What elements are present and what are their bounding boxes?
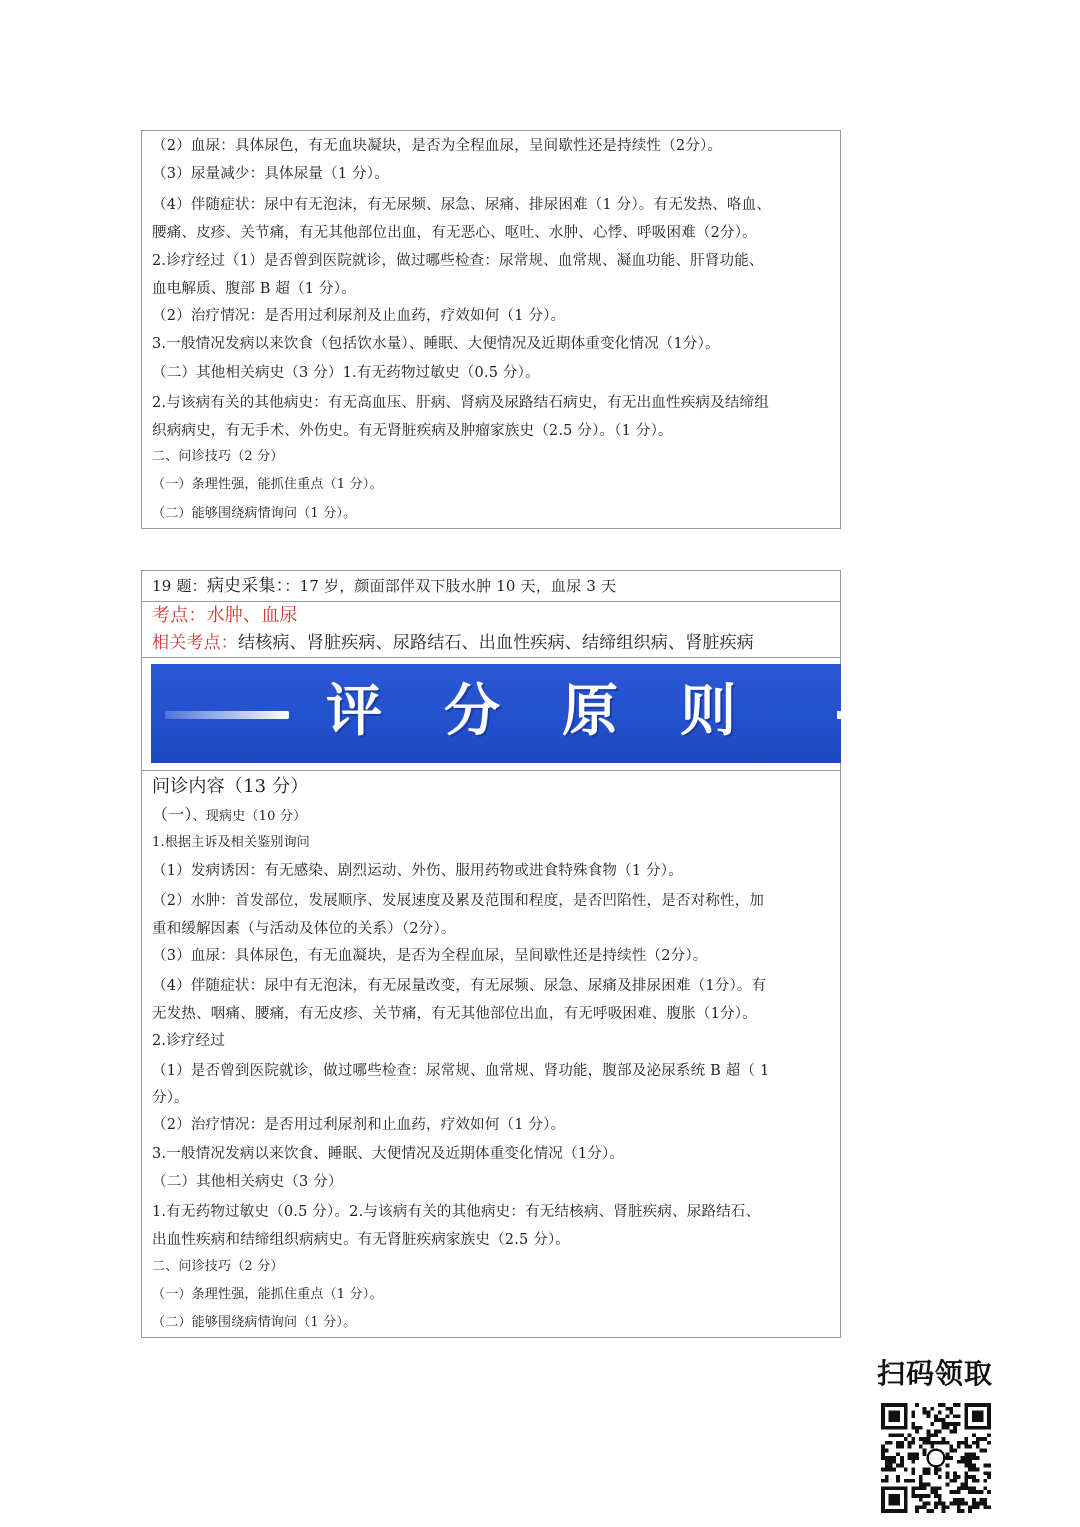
related-label: 相关考点： bbox=[152, 633, 238, 653]
scoring-banner bbox=[151, 664, 841, 763]
question-number: 19 题： bbox=[152, 577, 207, 595]
text-line: （二）能够围绕病情询问（1 分）。 bbox=[152, 1315, 357, 1330]
text-line: （2）治疗情况：是否用过利尿剂和止血药，疗效如何（1 分）。 bbox=[152, 1117, 566, 1133]
kaodian-row bbox=[142, 601, 840, 658]
text-line: 1.有无药物过敏史（0.5 分）。2.与该病有关的其他病史：有无结核病、肾脏疾病、尿路结石、 bbox=[152, 1204, 761, 1220]
text-line: （一）条理性强，能抓住重点（1 分）。 bbox=[152, 1287, 383, 1302]
qr-code-icon[interactable] bbox=[881, 1403, 991, 1513]
banner-title: 评分原则 bbox=[326, 679, 798, 744]
text-line: （二）其他相关病史（3 分） bbox=[152, 1174, 343, 1190]
banner-dash-right bbox=[837, 711, 841, 719]
text-line: （4）伴随症状：尿中有无泡沫，有无尿频、尿急、尿痛、排尿困难（1 分）。有无发热、咯血、 bbox=[152, 197, 772, 213]
text-line: （3）尿量减少：具体尿量（1 分）。 bbox=[152, 166, 389, 182]
text-line: （2）治疗情况：是否用过利尿剂及止血药，疗效如何（1 分）。 bbox=[152, 308, 566, 324]
text-line: 3.一般情况发病以来饮食（包括饮水量）、睡眠、大便情况及近期体重变化情况（1分）。 bbox=[152, 336, 720, 352]
text-line: 2.诊疗经过 bbox=[152, 1033, 226, 1049]
text-line: （3）血尿：具体尿色，有无血凝块，是否为全程血尿，呈间歇性还是持续性（2分）。 bbox=[152, 948, 708, 964]
kaodian bbox=[152, 604, 834, 628]
text-line: （2）血尿：具体尿色，有无血块凝块，是否为全程血尿，呈间歇性还是持续性（2分）。 bbox=[152, 138, 723, 154]
text-line: 2.与该病有关的其他病史：有无高血压、肝病、肾病及尿路结石病史，有无出血性疾病及结缔组 bbox=[152, 395, 769, 411]
question-type: 病史采集： bbox=[206, 576, 285, 596]
scan-to-get-title: 扫码领取 bbox=[877, 1357, 994, 1390]
text-line: （4）伴随症状：尿中有无泡沫，有无尿量改变，有无尿频、尿急、尿痛及排尿困难（1分）。有 bbox=[152, 978, 767, 994]
text-line: 3.一般情况发病以来饮食、睡眠、大便情况及近期体重变化情况（1分）。 bbox=[152, 1146, 625, 1162]
question-title bbox=[152, 576, 834, 596]
text-line: 2.诊疗经过（1）是否曾到医院就诊，做过哪些检查：尿常规、血常规、凝血功能、肝肾功能、 bbox=[152, 253, 764, 269]
text-line: 二、问诊技巧（2 分） bbox=[152, 449, 284, 464]
text-line: 1.根据主诉及相关鉴别询问 bbox=[152, 835, 311, 850]
kaodian-label: 考点： bbox=[152, 605, 207, 626]
text-line: 腰痛、皮疹、关节痛，有无其他部位出血，有无恶心、呕吐、水肿、心悸、呼吸困难（2分）。 bbox=[152, 225, 757, 241]
text-line: （2）水肿：首发部位，发展顺序、发展速度及累及范围和程度，是否凹陷性，是否对称性，加 bbox=[152, 893, 765, 909]
answer-box-previous bbox=[141, 130, 841, 529]
text-line: 织病病史，有无手术、外伤史。有无肾脏疾病及肿瘤家族史（2.5 分）。（1 分）。 bbox=[152, 423, 673, 439]
related-value: 结核病、肾脏疾病、尿路结石、出血性疾病、结缔组织病、肾脏疾病 bbox=[238, 633, 754, 653]
subsection-title-b: 、现病史（10 分） bbox=[192, 809, 307, 824]
text-line: 二、问诊技巧（2 分） bbox=[152, 1259, 284, 1274]
qr-finder bbox=[881, 1403, 908, 1430]
text-line: （1）是否曾到医院就诊，做过哪些检查：尿常规、血常规、肾功能，腹部及泌尿系统 B 超（ 1 bbox=[152, 1063, 770, 1079]
qr-center-logo bbox=[928, 1450, 945, 1467]
qr-finder bbox=[881, 1486, 908, 1513]
text-line: 分）。 bbox=[152, 1090, 189, 1106]
question-header bbox=[142, 571, 840, 602]
question-box-19 bbox=[141, 570, 841, 1338]
text-line: 重和缓解因素（与活动及体位的关系）（2分）。 bbox=[152, 921, 456, 937]
subsection-title-a: （一） bbox=[152, 805, 193, 824]
text-line: 血电解质、腹部 B 超（1 分）。 bbox=[152, 281, 356, 297]
related-kaodian bbox=[152, 631, 834, 655]
question-text: ：17 岁，颜面部伴双下肢水肿 10 天，血尿 3 天 bbox=[284, 577, 617, 595]
text-line: （1）发病诱因：有无感染、剧烈运动、外伤、服用药物或进食特殊食物（1 分）。 bbox=[152, 863, 683, 879]
qr-finder bbox=[964, 1403, 991, 1430]
text-line: （二）能够围绕病情询问（1 分）。 bbox=[152, 506, 357, 521]
kaodian-value: 水肿、血尿 bbox=[206, 605, 298, 626]
text-line: （一）条理性强，能抓住重点（1 分）。 bbox=[152, 477, 383, 492]
text-line: 无发热、咽痛、腰痛，有无皮疹、关节痛，有无其他部位出血，有无呼吸困难、腹胀（1分）。 bbox=[152, 1006, 757, 1022]
section-title: 问诊内容（13 分） bbox=[152, 776, 309, 797]
text-line: （二）其他相关病史（3 分）1.有无药物过敏史（0.5 分）。 bbox=[152, 365, 540, 381]
divider bbox=[142, 770, 840, 771]
subsection-title bbox=[152, 805, 834, 827]
banner-dash-left bbox=[165, 711, 289, 719]
text-line: 出血性疾病和结缔组织病病史。有无肾脏疾病家族史（2.5 分）。 bbox=[152, 1232, 571, 1248]
